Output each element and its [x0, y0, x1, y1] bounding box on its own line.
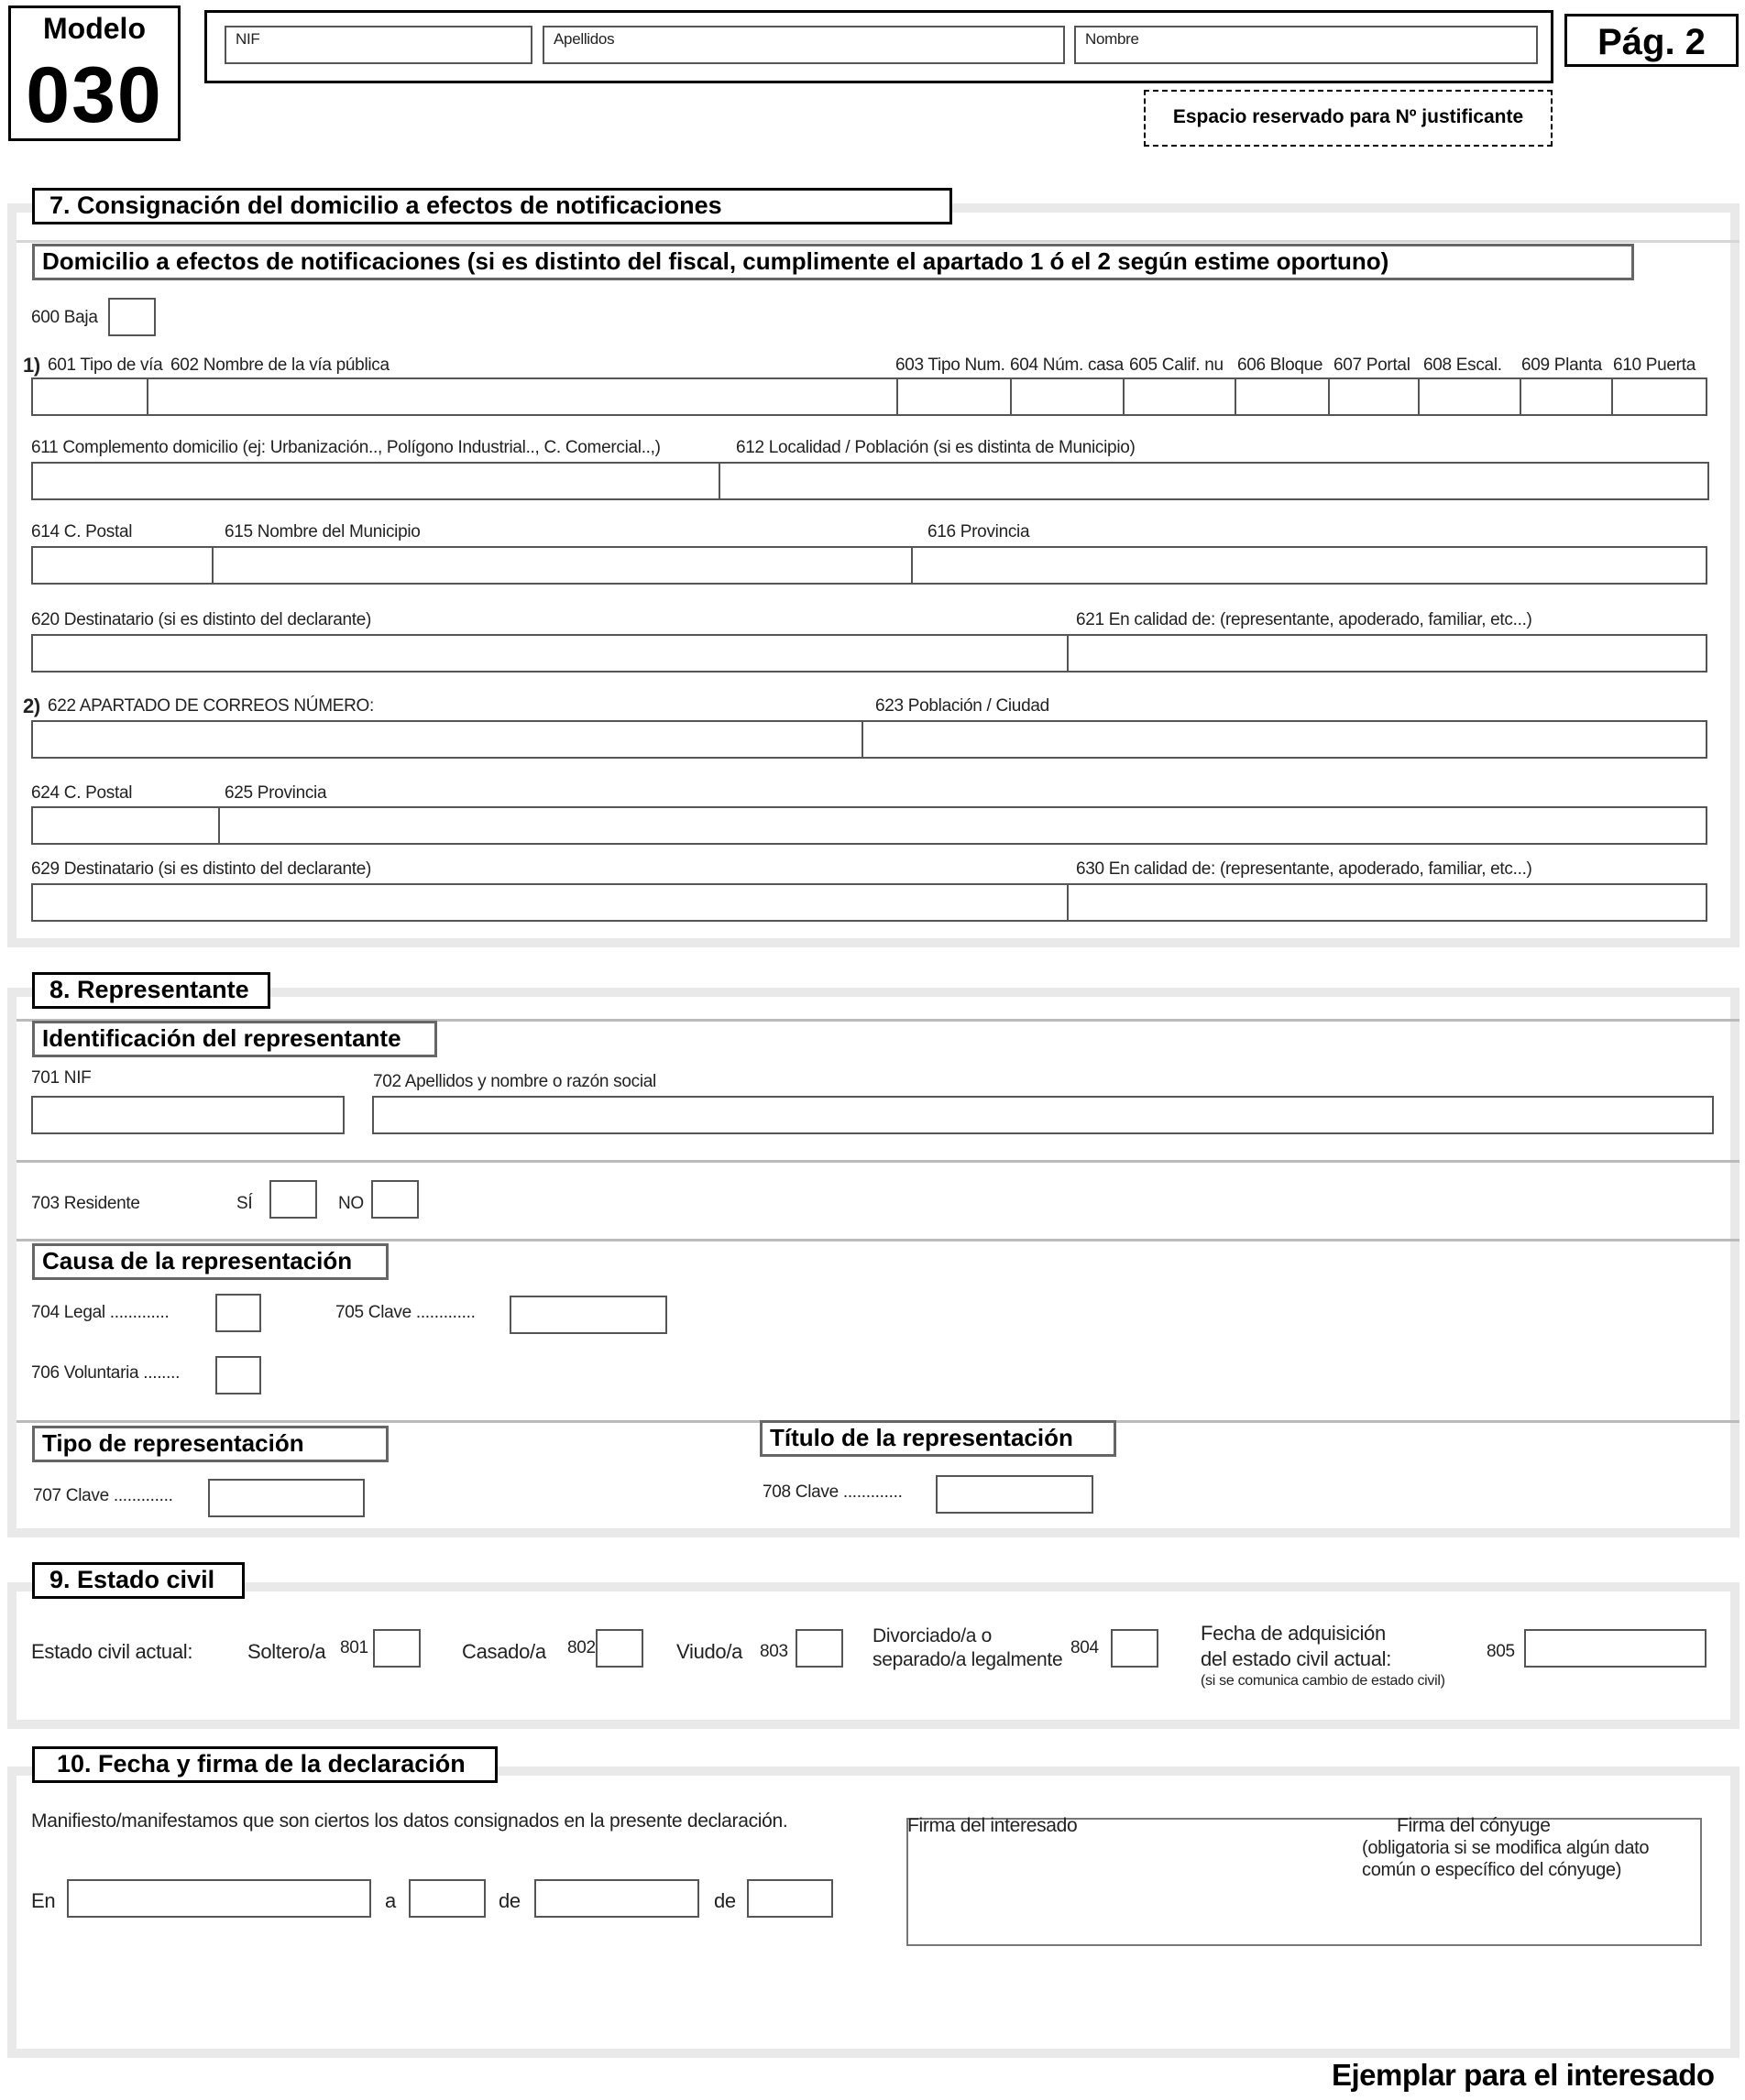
f707-label: 707 Clave ............. [33, 1486, 173, 1505]
n802-label: 802 [567, 1638, 596, 1657]
de-label-2: de [714, 1889, 736, 1912]
f622-label: 622 APARTADO DE CORREOS NÚMERO: [48, 696, 375, 716]
f708-label: 708 Clave ............. [763, 1482, 903, 1502]
n801-label: 801 [340, 1638, 368, 1657]
n803-label: 803 [760, 1642, 788, 1661]
f702-label: 702 Apellidos y nombre o razón social [373, 1072, 656, 1091]
apellidos-field[interactable] [543, 26, 1065, 64]
divorciado-label-2: separado/a legalmente [872, 1649, 1063, 1670]
f611-input[interactable] [31, 462, 720, 500]
f609-label: 609 Planta [1521, 355, 1602, 375]
f615-input[interactable] [212, 546, 913, 585]
f802-checkbox[interactable] [596, 1629, 643, 1668]
f623-input[interactable] [862, 720, 1707, 759]
residente-si-checkbox[interactable] [269, 1180, 317, 1219]
anio-input[interactable] [747, 1879, 833, 1918]
f630-label: 630 En calidad de: (representante, apoderado, familiar, etc...) [1076, 859, 1532, 879]
firma-box[interactable] [906, 1818, 1702, 1946]
lugar-input[interactable] [67, 1879, 371, 1918]
section-8-divider-2 [16, 1160, 1740, 1163]
f620-label: 620 Destinatario (si es distinto del declarante) [31, 610, 372, 629]
dia-input[interactable] [409, 1879, 486, 1918]
option-2-marker: 2) [23, 695, 40, 717]
f706-label: 706 Voluntaria ........ [31, 1363, 181, 1383]
f705-label: 705 Clave ............. [335, 1303, 476, 1322]
f609-input[interactable] [1520, 377, 1613, 416]
section-9-title: 9. Estado civil [32, 1562, 245, 1599]
f605-label: 605 Calif. nu [1129, 355, 1224, 375]
f601-label: 601 Tipo de vía [48, 355, 163, 375]
page-number-box [1564, 14, 1739, 67]
f603-input[interactable] [896, 377, 1012, 416]
f616-input[interactable] [911, 546, 1707, 585]
de-label-1: de [499, 1889, 521, 1912]
f606-input[interactable] [1235, 377, 1330, 416]
f620-input[interactable] [31, 634, 1069, 673]
section-8-title: 8. Representante [32, 972, 270, 1009]
f701-label: 701 NIF [31, 1068, 92, 1088]
f804-checkbox[interactable] [1111, 1629, 1158, 1668]
section-7-title: 7. Consignación del domicilio a efectos de notificaciones [32, 188, 952, 224]
f704-label: 704 Legal ............. [31, 1303, 170, 1322]
f604-input[interactable] [1010, 377, 1125, 416]
ejemplar-label: Ejemplar para el interesado [1332, 2058, 1715, 2092]
f610-input[interactable] [1611, 377, 1707, 416]
f606-label: 606 Bloque [1237, 355, 1323, 375]
f624-input[interactable] [31, 806, 220, 845]
f611-label: 611 Complemento domicilio (ej: Urbanización.., Polígono Industrial.., C. Comercial..,) [31, 438, 661, 457]
f612-input[interactable] [719, 462, 1709, 500]
f604-label: 604 Núm. casa [1010, 355, 1124, 375]
f621-label: 621 En calidad de: (representante, apoderado, familiar, etc...) [1076, 610, 1532, 629]
f615-label: 615 Nombre del Municipio [225, 522, 421, 541]
f605-input[interactable] [1123, 377, 1236, 416]
firma-interesado-label: Firma del interesado [907, 1815, 1078, 1836]
justificante-label: Espacio reservado para Nº justificante [1172, 106, 1524, 127]
section-10-title: 10. Fecha y firma de la declaración [32, 1746, 498, 1783]
f707-input[interactable] [208, 1479, 365, 1517]
en-label: En [31, 1889, 56, 1912]
modelo-number: 030 [26, 51, 163, 139]
modelo-label: Modelo [43, 12, 146, 45]
f610-label: 610 Puerta [1613, 355, 1696, 375]
f702-input[interactable] [372, 1096, 1714, 1134]
f801-checkbox[interactable] [373, 1629, 421, 1668]
si-label: SÍ [236, 1194, 253, 1213]
f630-input[interactable] [1067, 883, 1707, 922]
casado-label: Casado/a [462, 1640, 546, 1663]
soltero-label: Soltero/a [247, 1640, 326, 1663]
section-7-divider [16, 240, 1740, 243]
f614-label: 614 C. Postal [31, 522, 133, 541]
f803-checkbox[interactable] [796, 1629, 843, 1668]
f600-checkbox[interactable] [108, 298, 156, 336]
option-1-marker: 1) [23, 354, 40, 377]
f706-checkbox[interactable] [215, 1356, 261, 1395]
firma-conyuge-note-2: común o específico del cónyuge) [1362, 1860, 1622, 1880]
f600-label: 600 Baja [31, 308, 98, 327]
n805-label: 805 [1487, 1642, 1515, 1661]
f625-label: 625 Provincia [225, 783, 327, 803]
f705-input[interactable] [510, 1296, 667, 1334]
firma-conyuge-note-1: (obligatoria si se modifica algún dato [1362, 1838, 1650, 1858]
f625-input[interactable] [218, 806, 1707, 845]
titulo-title: Título de la representación [760, 1420, 1116, 1457]
page-number: Pág. 2 [1597, 22, 1706, 62]
f623-label: 623 Población / Ciudad [875, 696, 1049, 716]
f708-input[interactable] [936, 1475, 1093, 1514]
f629-label: 629 Destinatario (si es distinto del declarante) [31, 859, 372, 879]
f607-input[interactable] [1328, 377, 1420, 416]
divorciado-label-1: Divorciado/a o [872, 1625, 993, 1646]
f603-label: 603 Tipo Num. [895, 355, 1005, 375]
f616-label: 616 Provincia [927, 522, 1030, 541]
f602-input[interactable] [147, 377, 898, 416]
f701-input[interactable] [31, 1096, 345, 1134]
section-8-divider-3 [16, 1239, 1740, 1241]
viudo-label: Viudo/a [676, 1640, 743, 1663]
nif-label: NIF [236, 30, 260, 48]
f805-input[interactable] [1524, 1629, 1707, 1668]
modelo-box [8, 5, 181, 141]
n804-label: 804 [1070, 1638, 1099, 1657]
manifiesto-text: Manifiesto/manifestamos que son ciertos los datos consignados en la presente declaración. [31, 1810, 788, 1832]
nombre-label: Nombre [1085, 30, 1139, 48]
causa-title: Causa de la representación [32, 1243, 389, 1280]
f612-label: 612 Localidad / Población (si es distinta de Municipio) [736, 438, 1136, 457]
f608-input[interactable] [1418, 377, 1521, 416]
f602-label: 602 Nombre de la vía pública [170, 355, 390, 375]
a-label: a [385, 1889, 396, 1912]
f624-label: 624 C. Postal [31, 783, 133, 803]
nombre-field[interactable] [1074, 26, 1538, 64]
tipo-title: Tipo de representación [32, 1426, 389, 1462]
no-label: NO [338, 1194, 364, 1213]
f622-input[interactable] [31, 720, 863, 759]
f601-input[interactable] [31, 377, 148, 416]
section-7-subtitle: Domicilio a efectos de notificaciones (si es distinto del fiscal, cumplimente el apartado 1 ó el 2 según estime oportuno) [32, 244, 1634, 280]
f608-label: 608 Escal. [1423, 355, 1502, 375]
estado-actual-label: Estado civil actual: [31, 1640, 193, 1663]
f629-input[interactable] [31, 883, 1069, 922]
residente-no-checkbox[interactable] [371, 1180, 419, 1219]
f607-label: 607 Portal [1333, 355, 1410, 375]
apellidos-label: Apellidos [554, 30, 615, 48]
fecha-label-1: Fecha de adquisición [1201, 1622, 1386, 1645]
f704-checkbox[interactable] [215, 1294, 261, 1332]
mes-input[interactable] [534, 1879, 699, 1918]
f703-label: 703 Residente [31, 1194, 140, 1213]
firma-conyuge-label: Firma del cónyuge [1397, 1815, 1551, 1836]
f621-input[interactable] [1067, 634, 1707, 673]
f614-input[interactable] [31, 546, 214, 585]
fecha-label-2: del estado civil actual: [1201, 1647, 1392, 1670]
identificacion-title: Identificación del representante [32, 1021, 437, 1057]
justificante-box [1144, 90, 1553, 147]
fecha-label-3: (si se comunica cambio de estado civil) [1201, 1673, 1445, 1689]
nif-field[interactable] [225, 26, 532, 64]
